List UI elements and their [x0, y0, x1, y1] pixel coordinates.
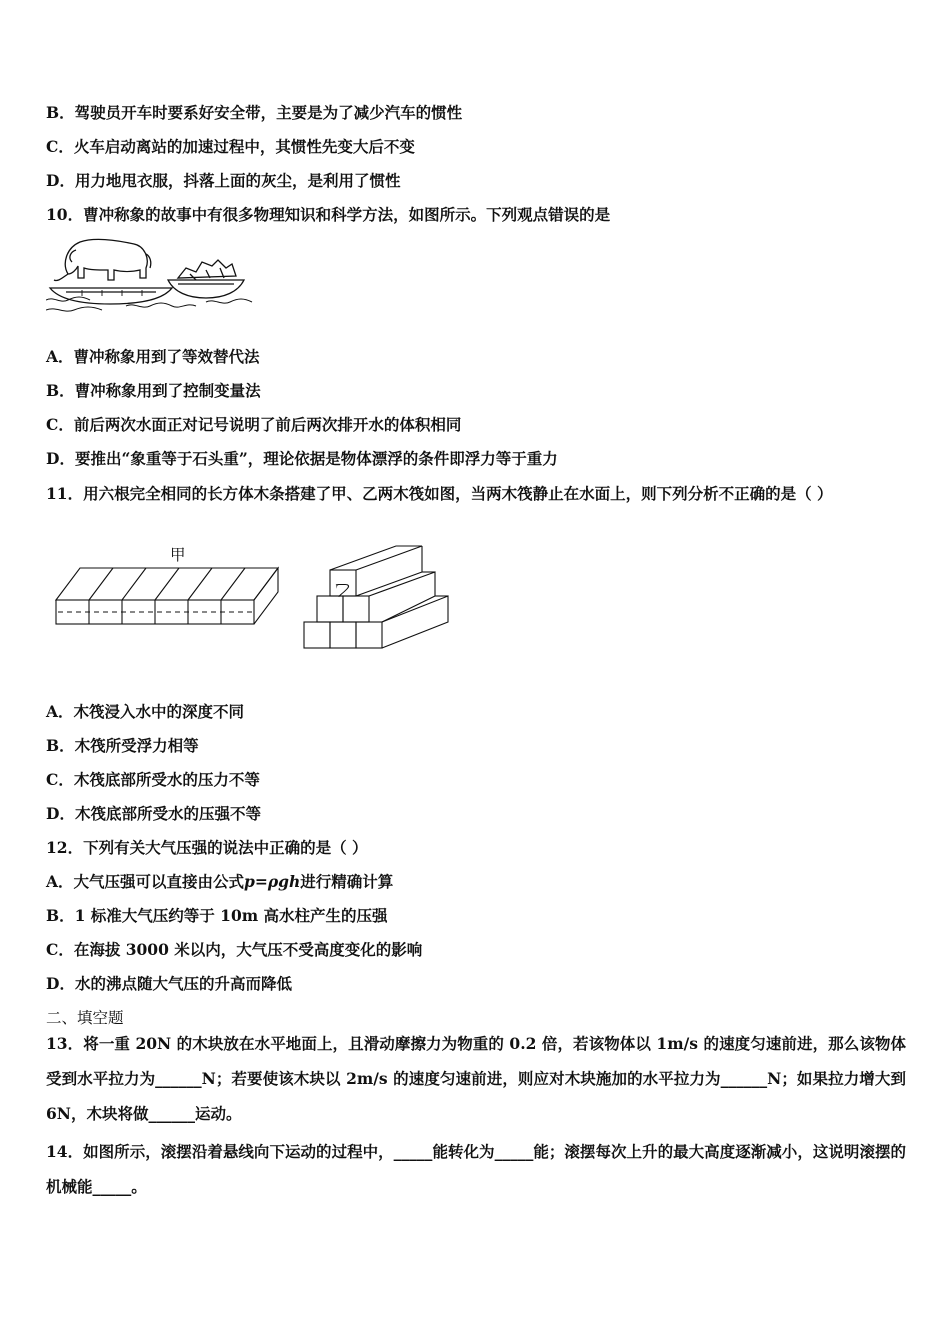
raft-jia-label: 甲	[170, 546, 186, 564]
q12-a-prefix: A．大气压强可以直接由公式	[46, 872, 245, 891]
q12-option-b: B．1 标准大气压约等于 10m 高水柱产生的压强	[46, 906, 388, 925]
q9-option-b: B．驾驶员开车时要系好安全带，主要是为了减少汽车的惯性	[46, 103, 463, 122]
q12-a-suffix: 进行精确计算	[300, 872, 394, 891]
elephant-boat-figure	[46, 234, 268, 314]
q10-option-c: C．前后两次水面正对记号说明了前后两次排开水的体积相同	[46, 415, 462, 434]
q12-a-formula: p=ρgh	[244, 872, 301, 891]
q12-option-d: D．水的沸点随大气压的升高而降低	[46, 974, 292, 993]
section-title-fill-in: 二、填空题	[46, 1009, 124, 1027]
q10-option-a: A．曹冲称象用到了等效替代法	[46, 347, 260, 366]
q11-option-a: A．木筏浸入水中的深度不同	[46, 702, 245, 721]
q11-option-b: B．木筏所受浮力相等	[46, 736, 199, 755]
q12-option-a	[46, 872, 393, 892]
q14-text: 14．如图所示，滚摆沿着悬线向下运动的过程中，_____能转化为_____能；滚摆每次上升的最大高度逐渐减小，这说明滚摆的机械能_____。	[46, 1142, 906, 1196]
q11-stem: 11．用六根完全相同的长方体木条搭建了甲、乙两木筏如图，当两木筏静止在水面上，则下列分析不正确的是（ ）	[46, 484, 833, 503]
q11-option-d: D．木筏底部所受水的压强不等	[46, 804, 261, 823]
raft-yi-label: 乙	[335, 581, 351, 599]
q11-option-c: C．木筏底部所受水的压力不等	[46, 770, 260, 789]
q9-option-d: D．用力地甩衣服，抖落上面的灰尘，是利用了惯性	[46, 171, 401, 190]
q10-option-b: B．曹冲称象用到了控制变量法	[46, 381, 261, 400]
q10-option-d: D．要推出“象重等于石头重”，理论依据是物体漂浮的条件即浮力等于重力	[46, 449, 558, 468]
raft-jia-figure	[50, 540, 285, 632]
q10-stem: 10．曹冲称象的故事中有很多物理知识和科学方法，如图所示。下列观点错误的是	[46, 205, 611, 224]
raft-yi-figure	[300, 538, 455, 656]
q12-option-c: C．在海拔 3000 米以内，大气压不受高度变化的影响	[46, 940, 423, 959]
q9-option-c: C．火车启动离站的加速过程中，其惯性先变大后不变	[46, 137, 415, 156]
q12-stem: 12．下列有关大气压强的说法中正确的是（ ）	[46, 838, 368, 857]
q13-text: 13．将一重 20N 的木块放在水平地面上，且滑动摩擦力为物重的 0.2 倍，若该物体以 1m/s 的速度匀速前进，那么该物体受到水平拉力为______N；若要使该木块以 2m/s 的速度匀速前进，则应对木块施加的水平拉力为______N；如果拉力增大到 6N，木块将做______运动。	[46, 1034, 906, 1123]
